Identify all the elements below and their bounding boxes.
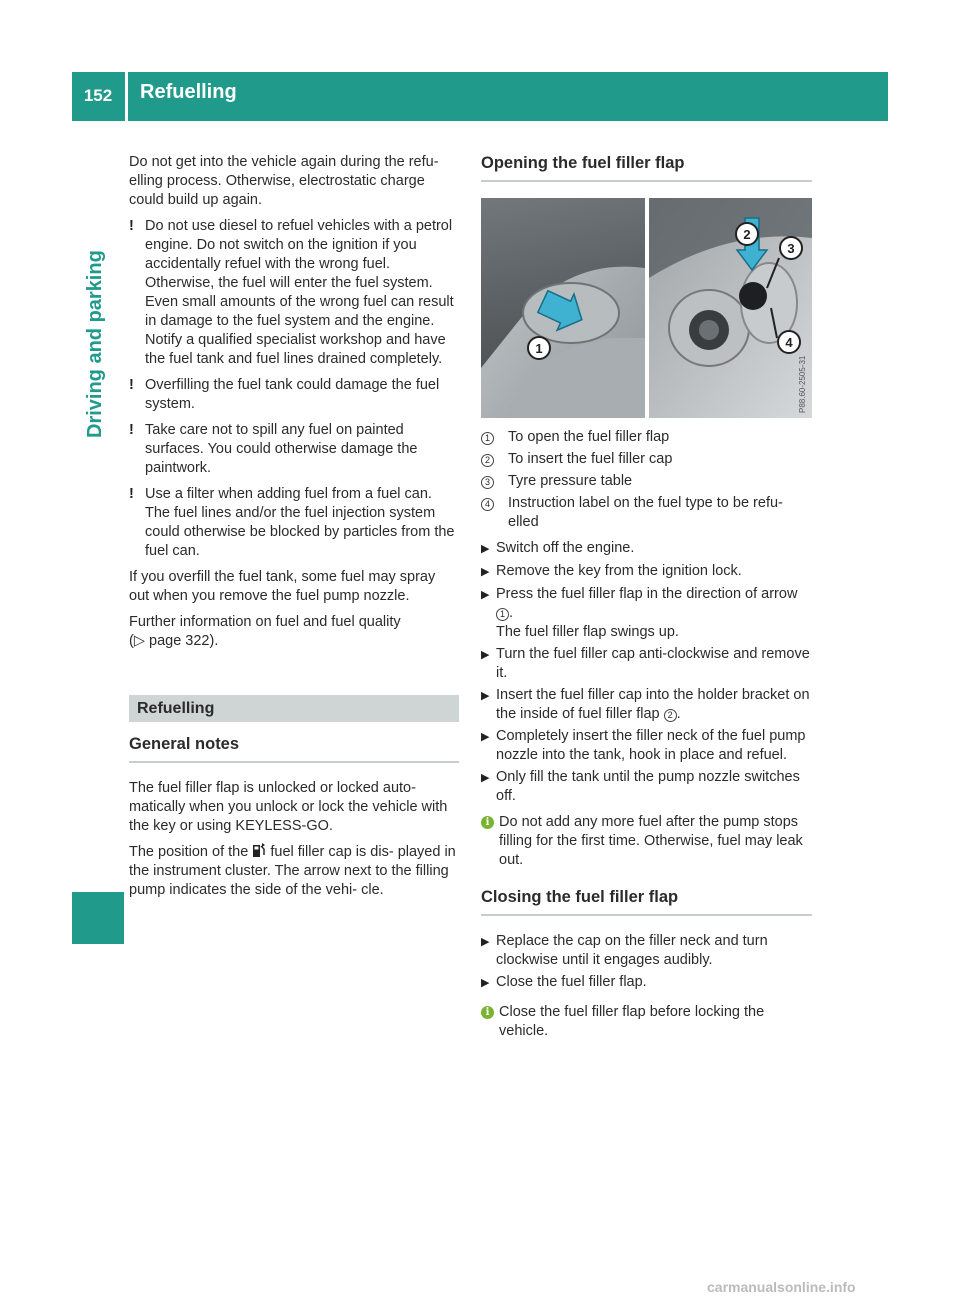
- step-item: [481, 973, 812, 993]
- warning-note: [129, 217, 459, 369]
- step-insert-end: .: [676, 706, 681, 722]
- legend-text: Tyre pressure table: [508, 473, 633, 489]
- warning-note: [129, 421, 459, 478]
- info-note: [481, 1003, 812, 1041]
- info-text: Close the fuel filler flap before locking the vehicle.: [499, 1004, 765, 1039]
- legend-number: 4: [481, 498, 494, 511]
- page-title: Refuelling: [140, 81, 237, 103]
- watermark: carmanualsonline.info: [707, 1279, 856, 1295]
- step-text: Switch off the engine.: [496, 540, 635, 556]
- chapter-marker: [72, 892, 124, 944]
- inline-callout-1: 1: [496, 608, 509, 621]
- step-text: Completely insert the filler neck of the fuel pump nozzle into the tank, hook in place and refuel.: [496, 728, 806, 763]
- warning-icon: !: [129, 218, 134, 234]
- svg-text:2: 2: [743, 227, 751, 242]
- step-press-end: .: [509, 605, 514, 621]
- step-text: [496, 686, 812, 724]
- intro-paragraph: Do not get into the vehicle again during the refu- elling process. Otherwise, electrostatic charge could build up again.: [129, 154, 439, 208]
- step-item: [481, 727, 812, 765]
- warning-text: Overfilling the fuel tank could damage the fuel system.: [145, 377, 440, 412]
- info-icon: i: [481, 1006, 494, 1019]
- warning-icon: !: [129, 422, 134, 438]
- step-arrow-icon: ▶: [481, 589, 490, 601]
- info-note: [481, 813, 812, 870]
- step-item: [481, 645, 812, 683]
- legend-item: [481, 494, 812, 532]
- step-text: Remove the key from the ignition lock.: [496, 563, 742, 579]
- step-text: Close the fuel filler flap.: [496, 974, 647, 990]
- step-item: [481, 768, 812, 806]
- step-press-text: Press the fuel filler flap in the direction of arrow: [496, 586, 798, 602]
- step-text: Only fill the tank until the pump nozzle switches off.: [496, 769, 800, 804]
- svg-text:3: 3: [787, 241, 795, 256]
- page-number: 152: [83, 86, 113, 105]
- fuel-cap-position-paragraph: [129, 843, 459, 900]
- left-column: [129, 153, 459, 907]
- header-bar: [72, 72, 888, 121]
- step-arrow-icon: ▶: [481, 649, 490, 661]
- step-item: [481, 686, 812, 724]
- fuel-pump-icon: [252, 843, 266, 858]
- warning-icon: !: [129, 377, 134, 393]
- step-item: [481, 932, 812, 970]
- overfill-paragraph: If you overfill the fuel tank, some fuel may spray out when you remove the fuel pump nozzle.: [129, 569, 436, 604]
- legend-text: Instruction label on the fuel type to be refu- elled: [508, 495, 783, 530]
- section-title: Refuelling: [129, 695, 459, 722]
- warning-icon: !: [129, 486, 134, 502]
- info-icon: i: [481, 816, 494, 829]
- step-arrow-icon: ▶: [481, 772, 490, 784]
- general-notes-heading: General notes: [129, 734, 459, 763]
- right-column: [481, 153, 812, 1048]
- fuel-cap-text-b: fuel filler cap is dis- played in the instrument cluster. The arrow next to the filling pump indicates the side of the vehi- cle.: [129, 844, 456, 898]
- step-arrow-icon: ▶: [481, 690, 490, 702]
- legend-item: [481, 472, 812, 491]
- opening-heading: Opening the fuel filler flap: [481, 153, 812, 182]
- inline-callout-2: 2: [664, 709, 677, 722]
- info-text: Do not add any more fuel after the pump stops filling for the first time. Otherwise, fuel may leak out.: [499, 814, 803, 868]
- chapter-tab-label: Driving and parking: [84, 250, 106, 438]
- warning-text: Take care not to spill any fuel on painted surfaces. You could otherwise damage the paintwork.: [145, 422, 418, 476]
- step-arrow-icon: ▶: [481, 566, 490, 578]
- step-item: [481, 562, 812, 582]
- legend-number: 2: [481, 454, 494, 467]
- general-paragraph: The fuel filler flap is unlocked or locked auto- matically when you unlock or lock the vehicle with the key or using KEYLESS-GO.: [129, 780, 448, 834]
- further-info-paragraph: [129, 613, 459, 651]
- step-item: [481, 585, 812, 642]
- warning-text: Do not use diesel to refuel vehicles with a petrol engine. Do not switch on the ignition if you accidentally refuel with the wrong fuel. Otherwise, the fuel will enter the fuel system. Even small amounts of the wrong fuel can result in damage to the fuel system and the engine. Notify a qualified specialist workshop and have the fuel tank and fuel lines drained completely.: [145, 218, 454, 367]
- legend-item: [481, 450, 812, 469]
- further-info-text: Further information on fuel and fuel quality: [129, 614, 401, 630]
- svg-text:4: 4: [785, 335, 793, 350]
- legend-item: [481, 428, 812, 447]
- photo-panel-right: [649, 198, 812, 418]
- fuel-cap-text-a: The position of the: [129, 844, 249, 860]
- legend-number: 3: [481, 476, 494, 489]
- step-text: Replace the cap on the filler neck and turn clockwise until it engages audibly.: [496, 933, 768, 968]
- step-item: [481, 539, 812, 559]
- legend-number: 1: [481, 432, 494, 445]
- legend-text: To insert the fuel filler cap: [508, 451, 673, 467]
- step-arrow-icon: ▶: [481, 936, 490, 948]
- warning-text: Use a filter when adding fuel from a fuel can. The fuel lines and/or the fuel injection system could otherwise be blocked by particles from the fuel can.: [145, 486, 455, 559]
- header-divider: [125, 72, 128, 121]
- step-arrow-icon: ▶: [481, 977, 490, 989]
- fuel-filler-photo: [481, 198, 812, 418]
- warning-note: [129, 376, 459, 414]
- step-arrow-icon: ▶: [481, 543, 490, 555]
- page-reference-link[interactable]: (▷ page 322).: [129, 633, 219, 649]
- photo-panel-left: [481, 198, 645, 418]
- closing-heading: Closing the fuel filler flap: [481, 887, 812, 916]
- step-text: [496, 585, 812, 642]
- legend-text: To open the fuel filler flap: [508, 429, 670, 445]
- step-text: Turn the fuel filler cap anti-clockwise and remove it.: [496, 646, 810, 681]
- photo-code: P88.60-2505-31: [798, 355, 807, 413]
- step-result-text: The fuel filler flap swings up.: [496, 624, 679, 640]
- step-arrow-icon: ▶: [481, 731, 490, 743]
- svg-text:1: 1: [535, 341, 543, 356]
- step-insert-text: Insert the fuel filler cap into the holder bracket on the inside of fuel filler flap: [496, 687, 810, 722]
- warning-note: [129, 485, 459, 561]
